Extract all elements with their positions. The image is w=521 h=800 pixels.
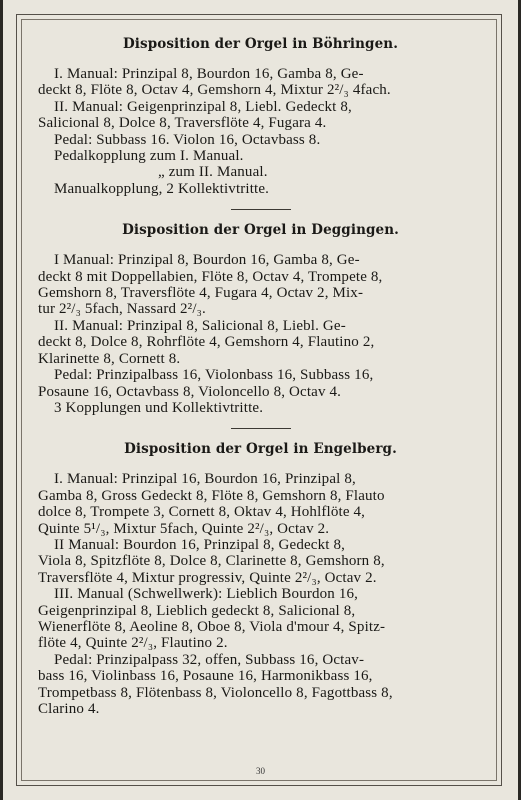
text-line: deckt 8 mit Doppellabien, Flöte 8, Octav 4, Trompete 8, xyxy=(38,268,383,285)
text-line: Gemshorn 8, Traversflöte 4, Fugara 4, Octav 2, Mix- xyxy=(38,285,364,302)
disposition-engelberg xyxy=(38,441,483,717)
text-line: flöte 4, Quinte 2²/₃, Flautino 2. xyxy=(38,635,228,652)
section-title: Disposition der Orgel in Engelberg. xyxy=(124,441,397,458)
section-title: Disposition der Orgel in Böhringen. xyxy=(122,36,399,52)
text-line: Manualkopplung, 2 Kollektivtritte. xyxy=(54,180,270,197)
disposition-boehringen xyxy=(38,36,483,197)
text-line: Quinte 5¹/₃, Mixtur 5fach, Quinte 2²/₃, Octav 2. xyxy=(38,520,330,537)
text-line: tur 2²/₃ 5fach, Nassard 2²/₃. xyxy=(38,301,206,318)
text-line: Pedal: Subbass 16. Violon 16, Octavbass 8. xyxy=(54,131,321,148)
text-line: II. Manual: Geigenprinzipal 8, Liebl. Gedeckt 8, xyxy=(54,98,352,115)
text-line: „ zum II. Manual. xyxy=(158,164,268,181)
disposition-deggingen xyxy=(38,222,483,416)
text-line: I Manual: Prinzipal 8, Bourdon 16, Gamba 8, Ge- xyxy=(54,252,360,269)
text-line: Trompetbass 8, Flötenbass 8, Violoncello 8, Fagottbass 8, xyxy=(38,684,393,701)
text-line: I. Manual: Prinzipal 8, Bourdon 16, Gamba 8, Ge- xyxy=(54,66,364,82)
text-line: Salicional 8, Dolce 8, Traversflöte 4, Fugara 4. xyxy=(38,115,327,132)
text-line: Pedalkopplung zum I. Manual. xyxy=(54,148,244,165)
page-number: 30 xyxy=(256,766,265,776)
text-line: III. Manual (Schwellwerk): Lieblich Bourdon 16, xyxy=(54,586,359,603)
text-line: Pedal: Prinzipalbass 16, Violonbass 16, Subbass 16, xyxy=(54,367,374,384)
text-line: Clarino 4. xyxy=(38,701,100,717)
text-line: Traversflöte 4, Mixtur progressiv, Quinte 2²/₃, Octav 2. xyxy=(38,569,377,586)
text-line: Klarinette 8, Cornett 8. xyxy=(38,350,181,367)
scan-edge-left xyxy=(0,0,3,800)
section-divider xyxy=(231,209,291,210)
text-line: bass 16, Violinbass 16, Posaune 16, Harmonikbass 16, xyxy=(38,668,373,685)
section-title: Disposition der Orgel in Deggingen. xyxy=(122,222,399,239)
text-line: Pedal: Prinzipalpass 32, offen, Subbass 16, Octav- xyxy=(54,651,365,668)
text-line: I. Manual: Prinzipal 16, Bourdon 16, Prinzipal 8, xyxy=(54,471,356,488)
text-line: Posaune 16, Octavbass 8, Violoncello 8, Octav 4. xyxy=(38,383,342,400)
text-line: deckt 8, Flöte 8, Octav 4, Gemshorn 4, Mixtur 2²/₃ 4fach. xyxy=(38,82,391,99)
text-line: II Manual: Bourdon 16, Prinzipal 8, Gedeckt 8, xyxy=(54,536,346,553)
text-line: Wienerflöte 8, Aeoline 8, Oboe 8, Viola d'mour 4, Spitz- xyxy=(38,618,386,635)
text-line: Viola 8, Spitzflöte 8, Dolce 8, Clarinette 8, Gemshorn 8, xyxy=(38,553,385,570)
text-line: II. Manual: Prinzipal 8, Salicional 8, Liebl. Ge- xyxy=(54,317,346,334)
text-line: dolce 8, Trompete 3, Cornett 8, Oktav 4, Hohlflöte 4, xyxy=(38,504,366,521)
text-line: Geigenprinzipal 8, Lieblich gedeckt 8, Salicional 8, xyxy=(38,602,356,619)
section-divider xyxy=(231,428,291,429)
page-content xyxy=(38,36,483,717)
text-line: deckt 8, Dolce 8, Rohrflöte 4, Gemshorn 4, Flautino 2, xyxy=(38,334,375,351)
text-line: 3 Kopplungen und Kollektivtritte. xyxy=(54,399,264,416)
text-line: Gamba 8, Gross Gedeckt 8, Flöte 8, Gemshorn 8, Flauto xyxy=(38,487,385,504)
